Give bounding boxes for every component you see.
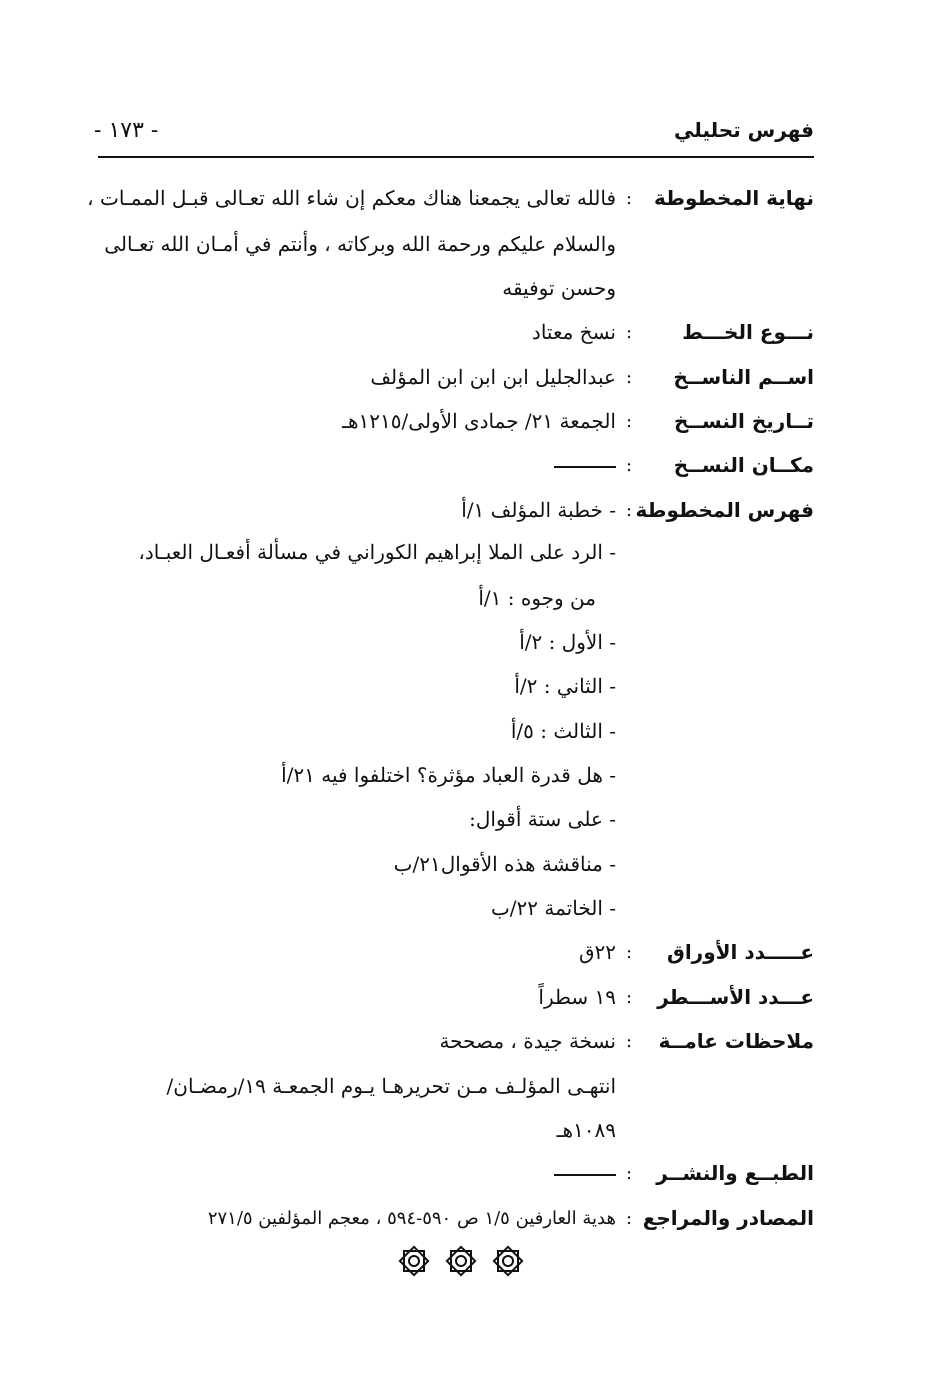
colon: : <box>625 499 633 521</box>
field-label: الطبــع والنشــر <box>656 1161 814 1185</box>
field-label: تــاريخ النســخ <box>673 409 814 433</box>
contents-item: - الثالث : ٥/أ <box>510 719 616 743</box>
field-leaves <box>579 932 814 972</box>
field-copy-date <box>342 401 814 441</box>
running-title: فهرس تحليلي <box>674 118 814 142</box>
eight-point-star-icon <box>490 1243 526 1279</box>
field-value-empty <box>554 453 616 477</box>
contents-item: - الثاني : ٢/أ <box>514 674 616 698</box>
eight-point-star-icon <box>443 1243 479 1279</box>
field-label: اســم الناســخ <box>673 365 814 389</box>
page-number: - ١٧٣ - <box>94 118 159 143</box>
field-copy-place <box>554 445 814 485</box>
field-value: نسخ معتاد <box>531 320 616 344</box>
colon: : <box>625 1162 633 1184</box>
field-label: مكــان النســخ <box>673 453 814 477</box>
field-value: ٢٢ق <box>578 940 616 964</box>
contents-item: - الأول : ٢/أ <box>519 630 616 654</box>
colon: : <box>625 410 633 432</box>
empty-dash <box>554 1174 616 1176</box>
field-sources <box>208 1198 814 1238</box>
contents-item: - على ستة أقوال: <box>469 807 616 831</box>
colon: : <box>625 1207 633 1229</box>
colon: : <box>625 1030 633 1052</box>
field-end-line-3: وحسن توفيقه <box>502 276 616 300</box>
field-lines-count <box>538 977 814 1017</box>
field-label: عـــــدد الأوراق <box>666 940 814 964</box>
ornament-row <box>396 1243 526 1281</box>
field-end-line-2: والسلام عليكم ورحمة الله وبركاته ، وأنتم في أمـان الله تعـالى <box>104 232 616 256</box>
contents-item: - الخاتمة ٢٢/ب <box>490 896 616 920</box>
field-notes-line-2: انتهـى المؤلـف مـن تحريرهـا يـوم الجمعـة ١٩/رمضـان/ <box>166 1074 616 1098</box>
field-label: المصادر والمراجع <box>642 1206 814 1230</box>
field-value: فالله تعالى يجمعنا هناك معكم إن شاء الله تعـالى قبـل الممـات ، <box>87 186 616 210</box>
field-notes <box>439 1021 814 1061</box>
colon: : <box>625 187 633 209</box>
contents-item: - هل قدرة العباد مؤثرة؟ اختلفوا فيه ٢١/أ <box>281 763 616 787</box>
colon: : <box>625 986 633 1008</box>
colon: : <box>625 366 633 388</box>
field-label: ملاحظات عامــة <box>658 1029 814 1053</box>
field-label: عـــدد الأســـطر <box>657 985 814 1009</box>
field-value: عبدالجليل ابن ابن ابن المؤلف <box>370 365 616 389</box>
field-end <box>87 178 814 218</box>
contents-item: من وجوه : ١/أ <box>478 586 596 610</box>
field-value: ١٩ سطراً <box>538 985 616 1009</box>
header-rule <box>98 156 814 158</box>
colon: : <box>625 941 633 963</box>
contents-item: - الرد على الملا إبراهيم الكوراني في مسألة أفعـال العبـاد، <box>138 540 616 564</box>
field-value: هدية العارفين ١/٥ ص ٥٩٠-٥٩٤ ، معجم المؤلفين ٢٧١/٥ <box>207 1207 616 1229</box>
contents-item: - مناقشة هذه الأقوال٢١/ب <box>393 852 616 876</box>
colon: : <box>625 321 633 343</box>
field-value-empty <box>554 1161 616 1185</box>
field-copyist <box>370 357 814 397</box>
field-label: نهاية المخطوطة <box>654 186 814 210</box>
field-contents <box>461 490 814 530</box>
eight-point-star-icon <box>396 1243 432 1279</box>
page-header <box>94 118 814 154</box>
colon: : <box>625 454 633 476</box>
field-printing <box>554 1153 814 1193</box>
field-notes-line-3: ١٠٨٩هـ <box>556 1118 616 1142</box>
empty-dash <box>554 466 616 468</box>
contents-first-item: - خطبة المؤلف ١/أ <box>461 498 616 522</box>
field-label: نـــوع الخـــط <box>682 320 814 344</box>
field-label: فهرس المخطوطة <box>635 498 814 522</box>
field-value: نسخة جيدة ، مصححة <box>439 1029 616 1053</box>
field-value: الجمعة ٢١/ جمادى الأولى/١٢١٥هـ <box>342 409 616 433</box>
field-script-type <box>532 312 814 352</box>
